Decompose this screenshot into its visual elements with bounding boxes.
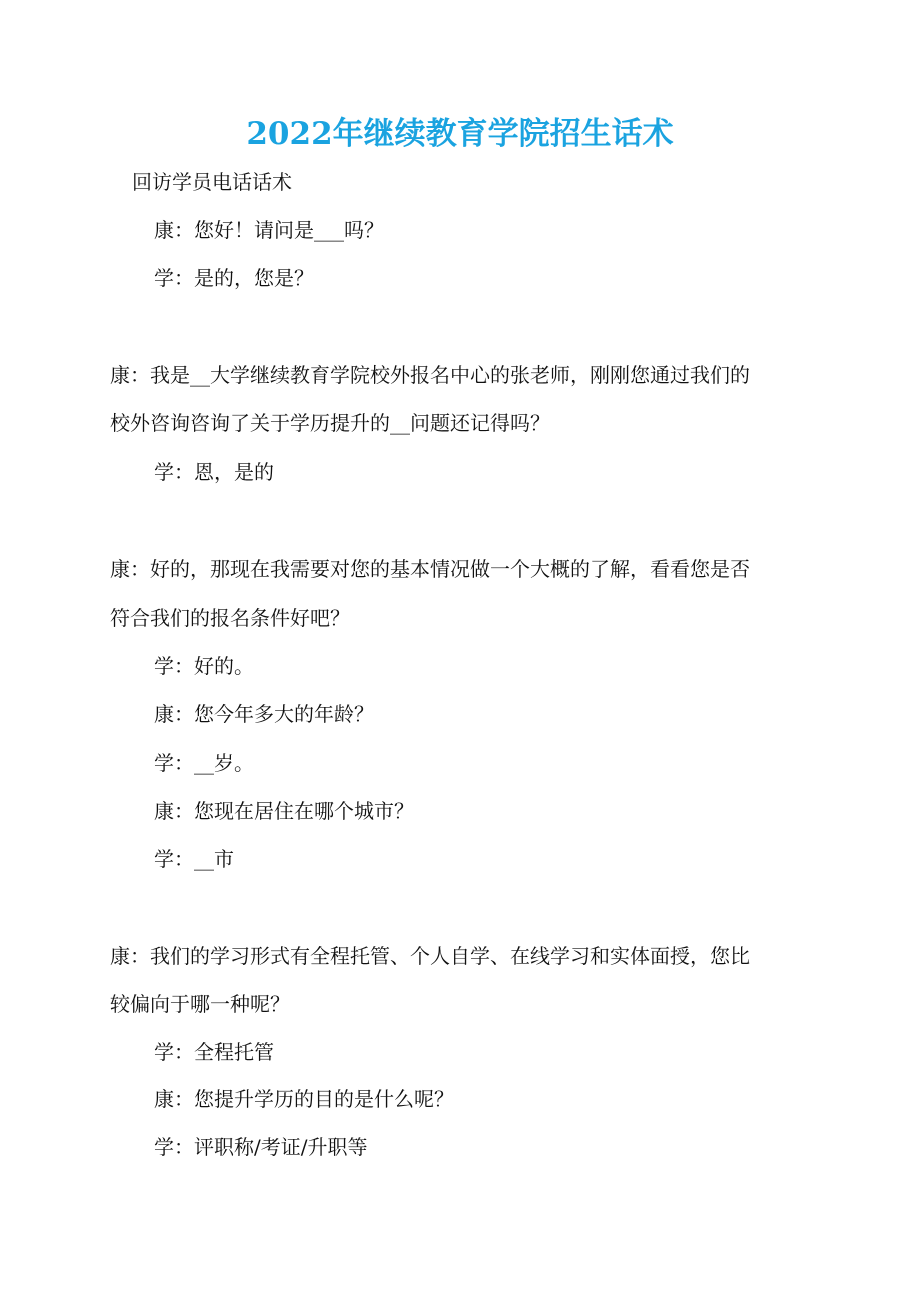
document-subtitle: 回访学员电话话术 (132, 170, 292, 194)
dialogue-line-continuation: 较偏向于哪一种呢？ (110, 992, 290, 1016)
dialogue-line: 康：您好！请问是___吗？ (154, 218, 384, 242)
dialogue-line: 学：评职称/考证/升职等 (154, 1135, 368, 1159)
dialogue-line: 学：__市 (154, 847, 234, 871)
dialogue-line: 学：__岁。 (154, 751, 254, 775)
dialogue-line-continuation: 校外咨询咨询了关于学历提升的__问题还记得吗？ (110, 411, 550, 435)
document-title: 2022年继续教育学院招生话术 (246, 116, 674, 152)
dialogue-line: 康：您现在居住在哪个城市？ (154, 799, 414, 823)
dialogue-line: 康：好的，那现在我需要对您的基本情况做一个大概的了解，看看您是否 (110, 557, 750, 581)
dialogue-line: 学：恩，是的 (154, 460, 274, 484)
dialogue-line: 学：好的。 (154, 654, 254, 678)
dialogue-line: 康：我们的学习形式有全程托管、个人自学、在线学习和实体面授，您比 (110, 944, 750, 968)
dialogue-line: 学：是的，您是？ (154, 266, 314, 290)
dialogue-line-continuation: 符合我们的报名条件好吧？ (110, 606, 350, 630)
dialogue-line: 康：您今年多大的年龄？ (154, 702, 374, 726)
dialogue-line: 康：您提升学历的目的是什么呢？ (154, 1087, 454, 1111)
dialogue-line: 康：我是__大学继续教育学院校外报名中心的张老师，刚刚您通过我们的 (110, 363, 750, 387)
dialogue-line: 学：全程托管 (154, 1040, 274, 1064)
